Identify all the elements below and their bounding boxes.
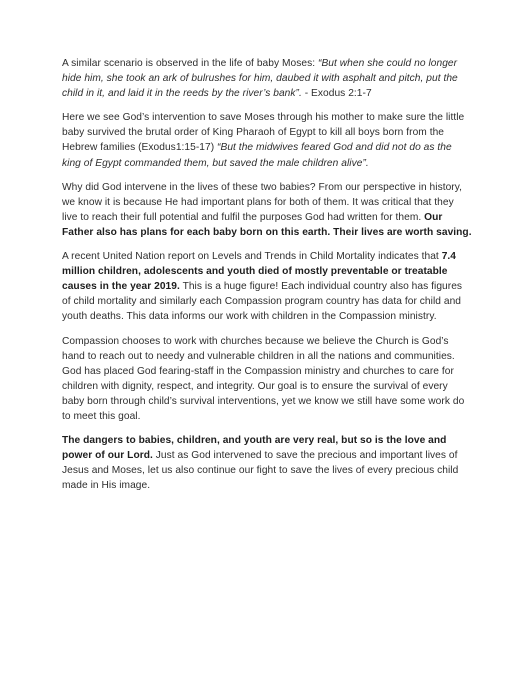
paragraph-un-report — [62, 249, 472, 324]
scripture-quote: “But the midwives feared God and did not do as the king of Egypt commanded them, but saved the male children alive”. — [62, 142, 452, 169]
scripture-reference: - Exodus 2:1-7 — [301, 88, 372, 100]
text-span: Here we see God’s intervention to save Moses through his mother to make sure the little baby survived the brutal order of King Pharaoh of Egypt to kill all boys born from the Hebrew families (Exodus1:15-17) — [62, 112, 465, 154]
emphasis-text: Our Father also has plans for each baby born on this earth. Their lives are worth saving. — [62, 211, 472, 238]
paragraph-gods-intervention — [62, 110, 472, 170]
emphasis-text: 7.4 million children, adolescents and youth died of mostly preventable or treatable causes in the year 2019. — [62, 251, 457, 293]
paragraph-why-intervene — [62, 180, 472, 240]
text-span: A recent United Nation report on Levels and Trends in Child Mortality indicates that — [62, 251, 442, 263]
paragraph-compassion-churches — [62, 334, 472, 425]
text-span: A similar scenario is observed in the life of baby Moses: — [62, 58, 319, 69]
text-span: Why did God intervene in the lives of these two babies? From our perspective in history, we know it is because He had important plans for both of them. It was critical that they live to reach their full potential and fulfil the purposes God had written for them. — [62, 181, 463, 223]
text-span: Just as God intervened to save the precious and important lives of Jesus and Moses, let us also continue our fight to save the lives of every precious child made in His image. — [62, 450, 459, 492]
paragraph-moses-scripture — [62, 56, 472, 101]
paragraph-dangers — [62, 433, 472, 493]
text-span: Compassion chooses to work with churches because we believe the Church is God’s hand to reach out to needy and vulnerable children in all the nations and communities. God has placed God fearing-staff in the Compassion ministry and churches to care for children with dignity, respect, and integrity. Our goal is to ensure the survival of every baby born through child’s survival interventions, yet we know we still have some work do to meet this goal. — [62, 335, 465, 422]
emphasis-text: The dangers to babies, children, and youth are very real, but so is the love and power of our Lord. — [62, 435, 447, 462]
text-span: This is a huge figure! Each individual country also has figures of child mortality and similarly each Compassion program country has data for child and youth deaths. This data informs our work with children in the Compassion ministry. — [62, 281, 463, 323]
scripture-quote: “But when she could no longer hide him, she took an ark of bulrushes for him, daubed it with asphalt and pitch, put the child in it, and laid it in the reeds by the river’s bank”. — [62, 58, 458, 100]
